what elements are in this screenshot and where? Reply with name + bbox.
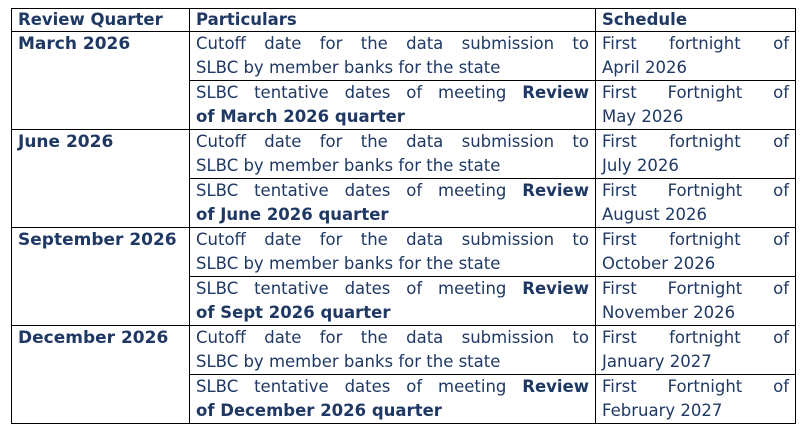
particulars-line <box>196 179 589 203</box>
particulars-line: SLBC by member banks for the state <box>196 156 501 175</box>
schedule-cell <box>596 326 796 375</box>
particulars-line: Cutoff date for the data submission to <box>196 132 589 151</box>
particulars-cell-cutoff <box>190 32 596 81</box>
meeting-bold-text: Review <box>522 377 589 396</box>
schedule-line: First fortnight of <box>602 328 789 347</box>
schedule-line: April 2026 <box>602 58 687 77</box>
particulars-line: SLBC by member banks for the state <box>196 352 501 371</box>
particulars-cell-cutoff <box>190 326 596 375</box>
schedule-line: February 2027 <box>602 401 723 420</box>
review-schedule-table <box>11 8 796 424</box>
schedule-line: July 2026 <box>602 156 679 175</box>
schedule-cell <box>596 277 796 326</box>
schedule-line: August 2026 <box>602 205 707 224</box>
quarter-cell: June 2026 <box>12 130 190 228</box>
particulars-cell-meeting <box>190 277 596 326</box>
table-header-row <box>12 9 796 32</box>
meeting-text: SLBC tentative dates of meeting <box>196 83 523 102</box>
particulars-cell-meeting <box>190 81 596 130</box>
schedule-cell <box>596 81 796 130</box>
schedule-cell <box>596 375 796 424</box>
schedule-line: First fortnight of <box>602 132 789 151</box>
table-row <box>12 228 796 277</box>
quarter-cell: March 2026 <box>12 32 190 130</box>
quarter-cell: December 2026 <box>12 326 190 424</box>
schedule-line: First fortnight of <box>602 34 789 53</box>
particulars-cell-cutoff <box>190 130 596 179</box>
table-row <box>12 32 796 81</box>
particulars-line <box>196 277 589 301</box>
particulars-cell-cutoff <box>190 228 596 277</box>
meeting-bold-text: Review <box>522 279 589 298</box>
table-row <box>12 130 796 179</box>
particulars-line <box>196 81 589 105</box>
header-particulars: Particulars <box>190 9 596 32</box>
schedule-cell <box>596 179 796 228</box>
schedule-line: May 2026 <box>602 107 684 126</box>
particulars-line: of June 2026 quarter <box>196 205 389 224</box>
particulars-line: of March 2026 quarter <box>196 107 405 126</box>
particulars-line: Cutoff date for the data submission to <box>196 328 589 347</box>
particulars-line: SLBC by member banks for the state <box>196 254 501 273</box>
quarter-cell: September 2026 <box>12 228 190 326</box>
particulars-line: Cutoff date for the data submission to <box>196 230 589 249</box>
header-schedule: Schedule <box>596 9 796 32</box>
particulars-line: Cutoff date for the data submission to <box>196 34 589 53</box>
schedule-line: November 2026 <box>602 303 736 322</box>
meeting-text: SLBC tentative dates of meeting <box>196 279 523 298</box>
schedule-line: January 2027 <box>602 352 712 371</box>
schedule-line: First Fortnight of <box>602 377 789 396</box>
particulars-line: of Sept 2026 quarter <box>196 303 391 322</box>
meeting-text: SLBC tentative dates of meeting <box>196 181 523 200</box>
table-row <box>12 326 796 375</box>
schedule-line: First Fortnight of <box>602 83 789 102</box>
schedule-cell <box>596 228 796 277</box>
schedule-line: First Fortnight of <box>602 181 789 200</box>
meeting-bold-text: Review <box>522 83 589 102</box>
schedule-cell <box>596 32 796 81</box>
schedule-line: First fortnight of <box>602 230 789 249</box>
particulars-cell-meeting <box>190 375 596 424</box>
meeting-text: SLBC tentative dates of meeting <box>196 377 523 396</box>
meeting-bold-text: Review <box>522 181 589 200</box>
particulars-line: of December 2026 quarter <box>196 401 442 420</box>
schedule-line: October 2026 <box>602 254 716 273</box>
particulars-cell-meeting <box>190 179 596 228</box>
particulars-line <box>196 375 589 399</box>
particulars-line: SLBC by member banks for the state <box>196 58 501 77</box>
header-review-quarter: Review Quarter <box>12 9 190 32</box>
schedule-cell <box>596 130 796 179</box>
schedule-line: First Fortnight of <box>602 279 789 298</box>
